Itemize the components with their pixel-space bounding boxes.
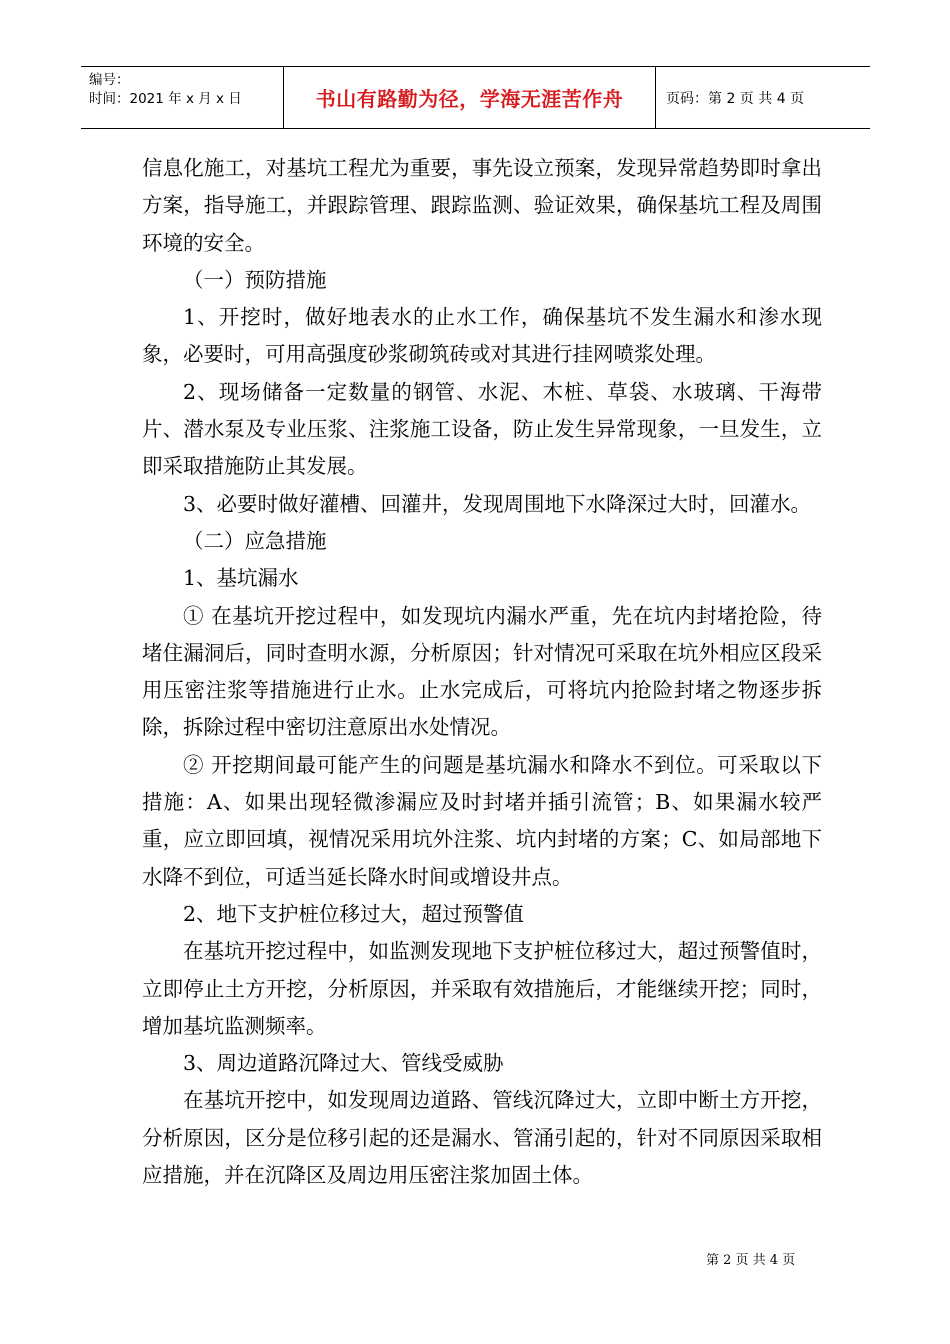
page-footer (706, 1249, 795, 1268)
paragraph: 1、开挖时，做好地表水的止水工作，确保基坑不发生漏水和渗水现象，必要时，可用高强度砂浆砌筑砖或对其进行挂网喷浆处理。 (142, 305, 822, 367)
paragraph: ② 开挖期间最可能产生的问题是基坑漏水和降水不到位。可采取以下措施：A、如果出现轻微渗漏应及时封堵并插引流管；B、如果漏水较严重，应立即回填，视情况采用坑外注浆、坑内封堵的方案；C、如局部地下水降不到位，可适当延长降水时间或增设井点。 (142, 752, 822, 889)
document-date: 时间：2021 年 x 月 x 日 (89, 91, 242, 107)
subsection-heading: 1、基坑漏水 (183, 566, 299, 591)
motto-text: 书山有路勤为径，学海无涯苦作舟 (315, 87, 624, 111)
header-meta (81, 67, 284, 128)
document-body (142, 150, 822, 1194)
subsection-heading: 2、地下支护桩位移过大，超过预警值 (183, 901, 525, 926)
header-page-cell (656, 67, 870, 128)
paragraph: ① 在基坑开挖过程中，如发现坑内漏水严重，先在坑内封堵抢险，待堵住漏洞后，同时查明水源，分析原因；针对情况可采取在坑外相应区段采用压密注浆等措施进行止水。止水完成后，可将坑内抢险封堵之物逐步拆除，拆除过程中密切注意原出水处情况。 (142, 603, 822, 740)
paragraph: 信息化施工，对基坑工程尤为重要，事先设立预案，发现异常趋势即时拿出方案，指导施工，并跟踪管理、跟踪监测、验证效果，确保基坑工程及周围环境的安全。 (142, 156, 822, 255)
paragraph: 3、必要时做好灌槽、回灌井，发现周围地下水降深过大时，回灌水。 (183, 491, 812, 516)
document-number: 编号： (89, 72, 130, 88)
subsection-heading: 3、周边道路沉降过大、管线受威胁 (183, 1051, 504, 1076)
section-heading: （一）预防措施 (183, 267, 327, 292)
header-page-number: 页码：第 2 页 共 4 页 (666, 90, 805, 107)
header-motto-cell (284, 67, 656, 128)
section-heading: （二）应急措施 (183, 528, 327, 553)
paragraph: 2、现场储备一定数量的钢管、水泥、木桩、草袋、水玻璃、干海带片、潜水泵及专业压浆、注浆施工设备，防止发生异常现象，一旦发生，立即采取措施防止其发展。 (142, 379, 822, 479)
footer-page-number: 第 2 页 共 4 页 (706, 1253, 796, 1268)
paragraph: 在基坑开挖过程中，如监测发现地下支护桩位移过大，超过预警值时，立即停止土方开挖，分析原因，并采取有效措施后，才能继续开挖；同时，增加基坑监测频率。 (142, 939, 822, 1038)
paragraph: 在基坑开挖中，如发现周边道路、管线沉降过大，立即中断土方开挖，分析原因，区分是位移引起的还是漏水、管涌引起的，针对不同原因采取相应措施，并在沉降区及周边用压密注浆加固土体。 (142, 1088, 822, 1188)
page-header (81, 66, 870, 129)
